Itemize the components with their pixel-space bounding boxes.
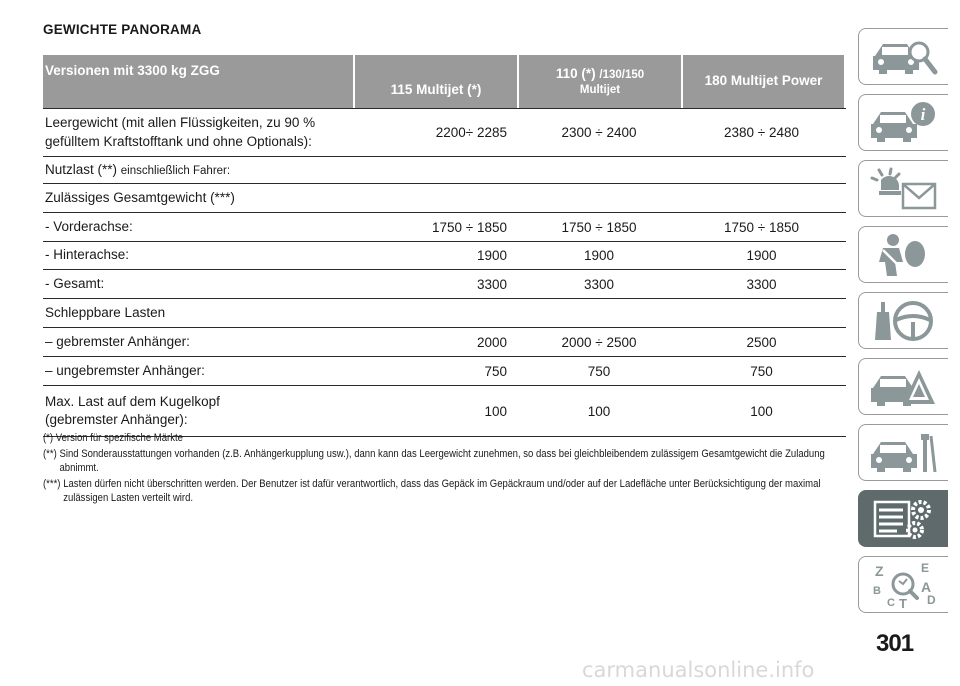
warning-light-mail-icon [869, 166, 939, 212]
technical-data-icon [869, 496, 939, 542]
header-110-label: 110 (*) [555, 65, 600, 81]
cell-value: 1750 ÷ 1850 [561, 219, 637, 235]
tab-messages[interactable] [858, 160, 948, 217]
table-row [43, 357, 846, 386]
cell-value: 1900 [476, 248, 507, 263]
footnote-mark: (**) [43, 447, 57, 460]
cell-value: 1900 [746, 248, 777, 263]
table-row [43, 184, 846, 213]
cell-value: 2000 [476, 334, 507, 350]
svg-text:i: i [920, 104, 925, 124]
header-180-multijet-power: 180 Multijet Power [683, 55, 844, 108]
table-row [43, 386, 846, 437]
index-az-icon [869, 562, 939, 608]
index-letter-e: E [920, 561, 929, 575]
row-label: - Vorderachse: [45, 218, 133, 234]
airbag-person-icon [869, 232, 939, 278]
car-search-icon [869, 34, 939, 80]
index-letter-b: B [872, 584, 881, 597]
cell-value: 1750 ÷ 1850 [432, 219, 507, 235]
tab-starting-driving[interactable] [858, 292, 948, 349]
row-label: Leergewicht (mit allen Flüssigkeiten, zu 90 % gefülltem Kraftstofftank und ohne Optionals): [45, 115, 316, 149]
index-letter-c: C [886, 596, 895, 608]
cell-value: 750 [484, 363, 507, 379]
footnote-text: Sind Sonderausstattungen vorhanden (z.B. Anhängerkupplung usw.), dann kann das Leergewicht zunehmen, so dass bei gleichbleibendem zulässigem Gesamtgewicht die Zuladung abnimmt. [59, 447, 825, 474]
footnote-mark: (*) [43, 432, 54, 444]
cell-value: 100 [484, 403, 507, 419]
table-row [43, 213, 846, 242]
footnote-mark: (***) [43, 477, 61, 490]
car-info-icon [869, 100, 939, 146]
cell-value: 1900 [583, 248, 615, 263]
header-versions: Versionen mit 3300 kg ZGG [43, 55, 353, 108]
index-letter-z: Z [874, 562, 884, 579]
car-tools-icon [869, 430, 939, 476]
table-row [43, 109, 846, 157]
row-label: - Hinterachse: [45, 247, 130, 263]
index-letter-t: T [898, 595, 907, 608]
table-row [43, 270, 846, 299]
tab-emergency[interactable] [858, 358, 948, 415]
row-label: Max. Last auf dem Kugelkopf (gebremster Anhänger): [45, 393, 220, 427]
footnote [43, 478, 835, 506]
row-label: – gebremster Anhänger: [45, 333, 190, 349]
steering-wheel-icon [869, 298, 939, 344]
cell-value: 2500 [746, 334, 777, 350]
table-row [43, 299, 846, 328]
table-header [43, 55, 846, 109]
cell-value: 750 [587, 363, 611, 379]
header-multijet-label: Multijet [579, 83, 621, 96]
cell-value: 3300 [476, 276, 507, 292]
cell-value: 3300 [746, 276, 777, 292]
row-label: – ungebremster Anhänger: [45, 362, 205, 378]
footnote [43, 432, 835, 446]
cell-value: 100 [750, 403, 773, 419]
watermark: carmanualsonline.info [582, 658, 815, 682]
row-label: Schleppbare Lasten [45, 304, 166, 320]
weights-table [43, 55, 846, 437]
table-row [43, 242, 846, 270]
row-label: - Gesamt: [45, 275, 105, 291]
row-label: Zulässiges Gesamtgewicht (***) [45, 189, 235, 205]
footnote-text: Lasten dürfen nicht überschritten werden. Der Benutzer ist dafür verantwortlich, dass das Gepäck im Gepäckraum und/oder auf der Ladefläche unter Berücksichtigung der maximal zulässigen Lasten verteilt wird. [63, 477, 821, 504]
page-number: 301 [876, 630, 914, 657]
footnote-text: Version für spezifische Märkte [55, 432, 183, 444]
row-label [43, 161, 353, 180]
cell-value: 2200÷ 2285 [435, 125, 507, 140]
cell-value: 1750 ÷ 1850 [724, 219, 799, 235]
chapter-tabs [858, 28, 948, 622]
index-letter-d: D [926, 592, 936, 607]
tab-warning-lights[interactable] [858, 94, 948, 151]
page-title: GEWICHTE PANORAMA [43, 22, 202, 37]
header-115-multijet: 115 Multijet (*) [355, 55, 517, 108]
cell-value: 3300 [583, 276, 615, 292]
payload-label: Nutzlast (**) [45, 161, 121, 177]
table-row [43, 328, 846, 357]
tab-safety[interactable] [858, 226, 948, 283]
tab-index[interactable] [858, 556, 948, 613]
cell-value: 2000 ÷ 2500 [561, 334, 637, 350]
header-130-150-label: /130/150 [599, 68, 645, 81]
header-110-130-150-multijet [519, 55, 681, 108]
table-row [43, 157, 846, 184]
footnotes [43, 432, 835, 508]
cell-value: 100 [587, 403, 611, 419]
car-breakdown-icon [869, 364, 939, 410]
cell-value: 2380 ÷ 2480 [724, 125, 799, 140]
tab-technical-data[interactable] [858, 490, 948, 547]
cell-value: 2300 ÷ 2400 [561, 125, 637, 140]
payload-note: einschließlich Fahrer: [120, 164, 231, 177]
footnote [43, 448, 835, 476]
tab-getting-to-know[interactable] [858, 28, 948, 85]
cell-value: 750 [750, 363, 773, 379]
tab-service[interactable] [858, 424, 948, 481]
index-letter-a: A [920, 578, 931, 595]
